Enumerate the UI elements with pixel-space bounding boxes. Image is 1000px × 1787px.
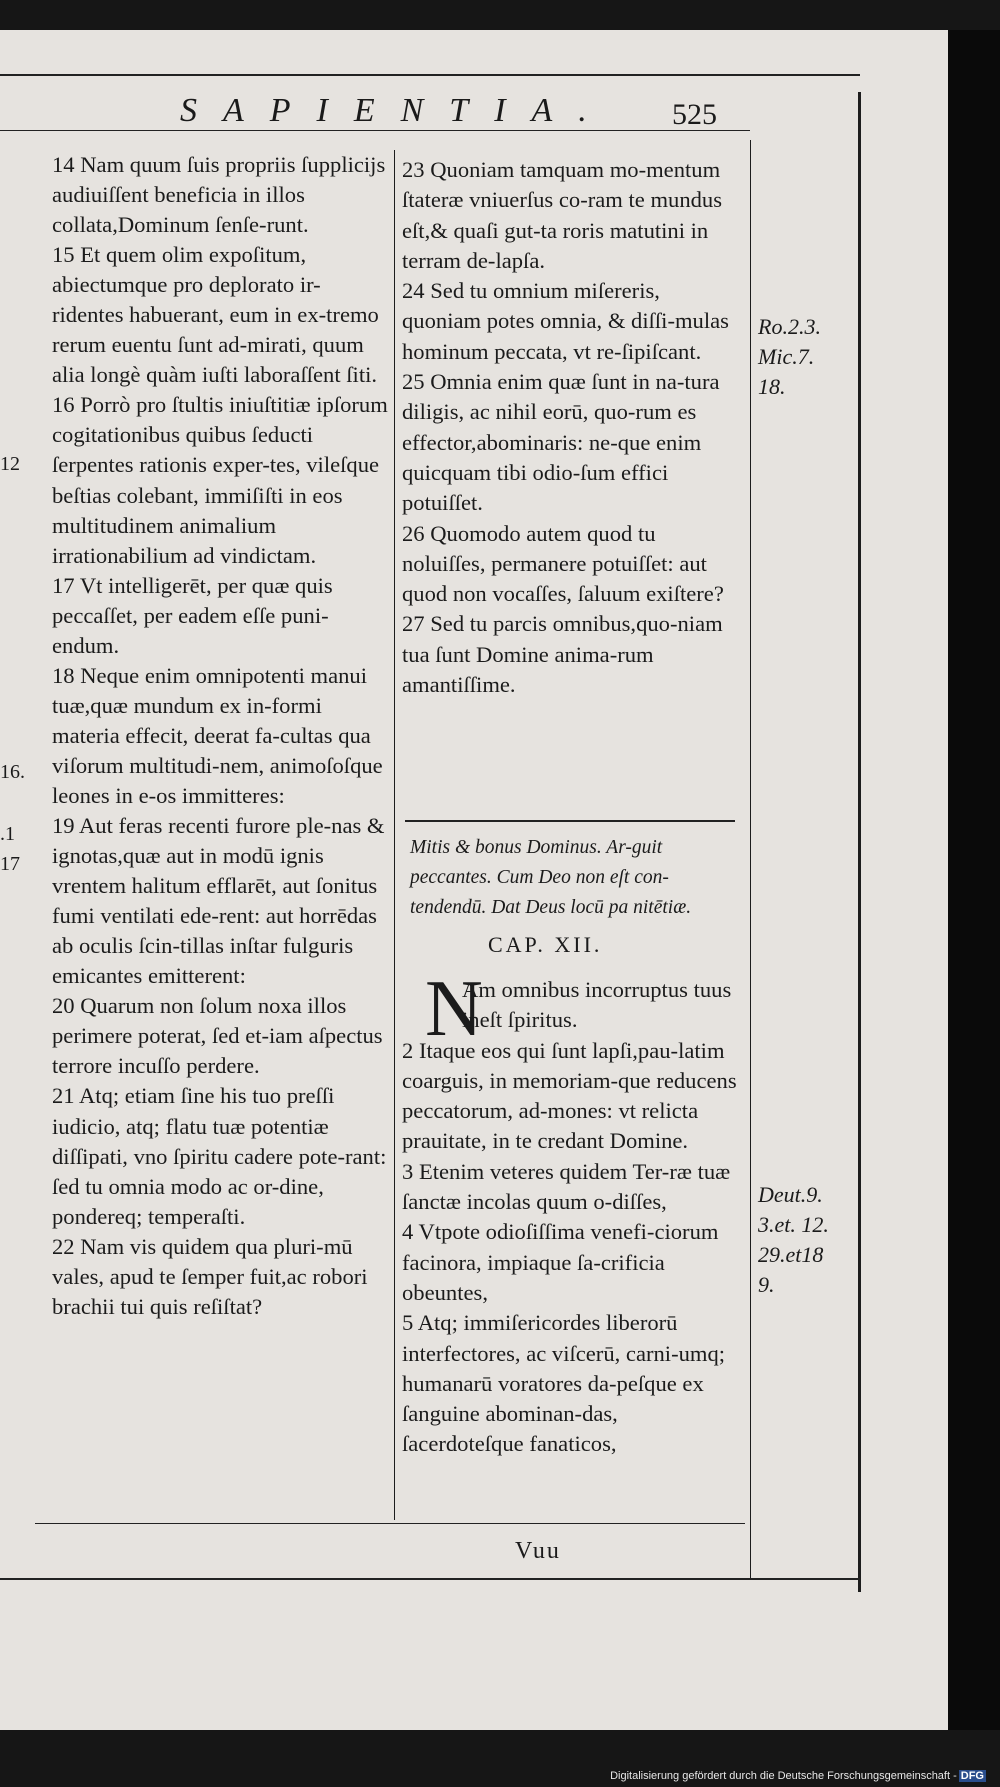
verse: 23 Quoniam tamquam mo-mentum ſtateræ vniuerſus co-ram te mundus eſt,& quaſi gut-ta roris matutini in terram de-lapſa. [402,157,722,273]
text-right-border [750,140,751,1580]
verse: 4 Vtpote odioſiſſima venefi-ciorum facinora, impiaque ſa-crificia obeuntes, [402,1219,719,1305]
verse: 19 Aut feras recenti furore ple-nas & ignotas,quæ aut in modū ignis vrentem halitum efflarēt, aut ſonitus fumi ventilati ede-rent: aut horrēdas ab oculis ſcin-tillas inſtar fulguris emicantes emitterent: [52,813,385,989]
right-column [402,155,742,700]
dfg-logo: DFG [960,1770,984,1782]
margin-fragment: 17 [0,853,20,875]
verse: Am omnibus incorruptus tuus ineſt ſpiritus. [462,977,732,1033]
digitization-credit [610,1770,986,1782]
verse: 27 Sed tu parcis omnibus,quo-niam tua ſunt Domine anima-rum amantiſſime. [402,611,723,698]
scan-edge [948,30,1000,1730]
page-number: 525 [672,98,717,131]
chapter-summary: Mitis & bonus Dominus. Ar-guit peccantes. Cum Deo non eſt con-tendendū. Dat Deus locū pa nitētiæ. [410,837,692,918]
chapter-heading: CAP. XII. [488,932,603,957]
verse: 15 Et quem olim expoſitum, abiectumque pro deplorato ir-ridentes habuerant, eum in ex-tremo rerum euentu ſunt ad-mirati, quum alia longè quàm iuſti laboraſſent ſiti. [52,242,379,388]
margin-reference-line: 3.et. 12. [758,1212,829,1237]
column-divider [394,150,395,1520]
margin-reference-line: Mic.7. [758,344,815,369]
footer-rule [35,1523,745,1524]
verse: 18 Neque enim omnipotenti manui tuæ,quæ mundum ex in-formi materia effecit, deerat fa-cultas qua viſorum multitudi-nem, animoſoſque leones in e-os immitteres: [52,662,383,808]
drop-cap: N [425,965,483,1053]
verse: 22 Nam vis quidem qua pluri-mū vales, apud te ſemper fuit,ac robori brachii tui quis reſiſtat? [52,1233,368,1319]
verse: 24 Sed tu omnium miſereris, quoniam potes omnia, & diſſi-mulas hominum peccata, vt re-ſipiſcant. [402,278,729,364]
verse: 14 Nam quum ſuis propriis ſupplicijs audiuiſſent beneficia in illos collata,Dominum ſenſe-runt. [52,152,386,238]
margin-fragment: .1 [0,823,15,845]
verse: 21 Atq; etiam ſine his tuo preſſi iudicio, atq; flatu tuæ potentiæ diſſipati, vno ſpiritu cadere pote-rant: ſed tu omnia modo ac or-dine, pondereq; temperaſti. [52,1083,387,1229]
verse: 2 Itaque eos qui ſunt lapſi,pau-latim coarguis, in memoriam-que reducens peccatorum, ad-mones: vt relicta prauitate, in te credant Domine. [402,1037,737,1154]
verse: 25 Omnia enim quæ ſunt in na-tura diligis, ac nihil eorū, quo-rum es effector,abominaris: ne-que enim quicquam tibi odio-ſum effici potuiſſet. [402,369,720,516]
margin-reference-line: 18. [758,374,786,399]
verse: 16 Porrò pro ſtultis iniuſtitiæ ipſorum cogitationibus quibus ſeducti ſerpentes rationis exper-tes, vileſque beſtias colebant, immiſiſti in eos multitudinem animalium irrationabilium ad vindictam. [52,392,388,568]
signature-mark: Vuu [515,1538,561,1564]
running-header-title: SAPIENTIA. [180,92,613,129]
verse: 26 Quomodo autem quod tu noluiſſes, permanere potuiſſet: aut quod non vocaſſes, ſaluum exiſtere? [402,520,724,607]
bottom-rule [0,1578,860,1580]
left-column [52,150,390,1322]
margin-reference-line: 29.et18 [758,1242,824,1267]
margin-reference [758,1180,868,1300]
margin-fragment: 16. [0,761,25,783]
margin-reference-line: Ro.2.3. [758,314,821,339]
margin-fragment: 12 [0,453,20,475]
margin-reference [758,312,868,402]
chapter-text [402,965,742,1460]
credit-text: Digitalisierung gefördert durch die Deutsche Forschungsgemeinschaft - [610,1770,957,1782]
verse: 17 Vt intelligerēt, per quæ quis peccaſſet, per eadem eſſe puni-endum. [52,572,333,658]
margin-reference-line: 9. [758,1272,775,1297]
header-underline [0,130,750,131]
verse: 20 Quarum non ſolum noxa illos perimere poterat, ſed et-iam aſpectus terrore incuſſo perdere. [52,993,383,1079]
verse: 5 Atq; immiſericordes liberorū interfectores, ac viſcerū, carni-umq; humanarū voratores da-peſque ex ſanguine abominan-das, ſacerdoteſque fanaticos, [402,1310,726,1457]
summary-rule [405,820,735,822]
verse: 3 Etenim veteres quidem Ter-ræ tuæ ſanctæ incolas quum o-diſſes, [402,1158,731,1215]
margin-reference-line: Deut.9. [758,1182,823,1207]
header-rule [0,74,860,76]
